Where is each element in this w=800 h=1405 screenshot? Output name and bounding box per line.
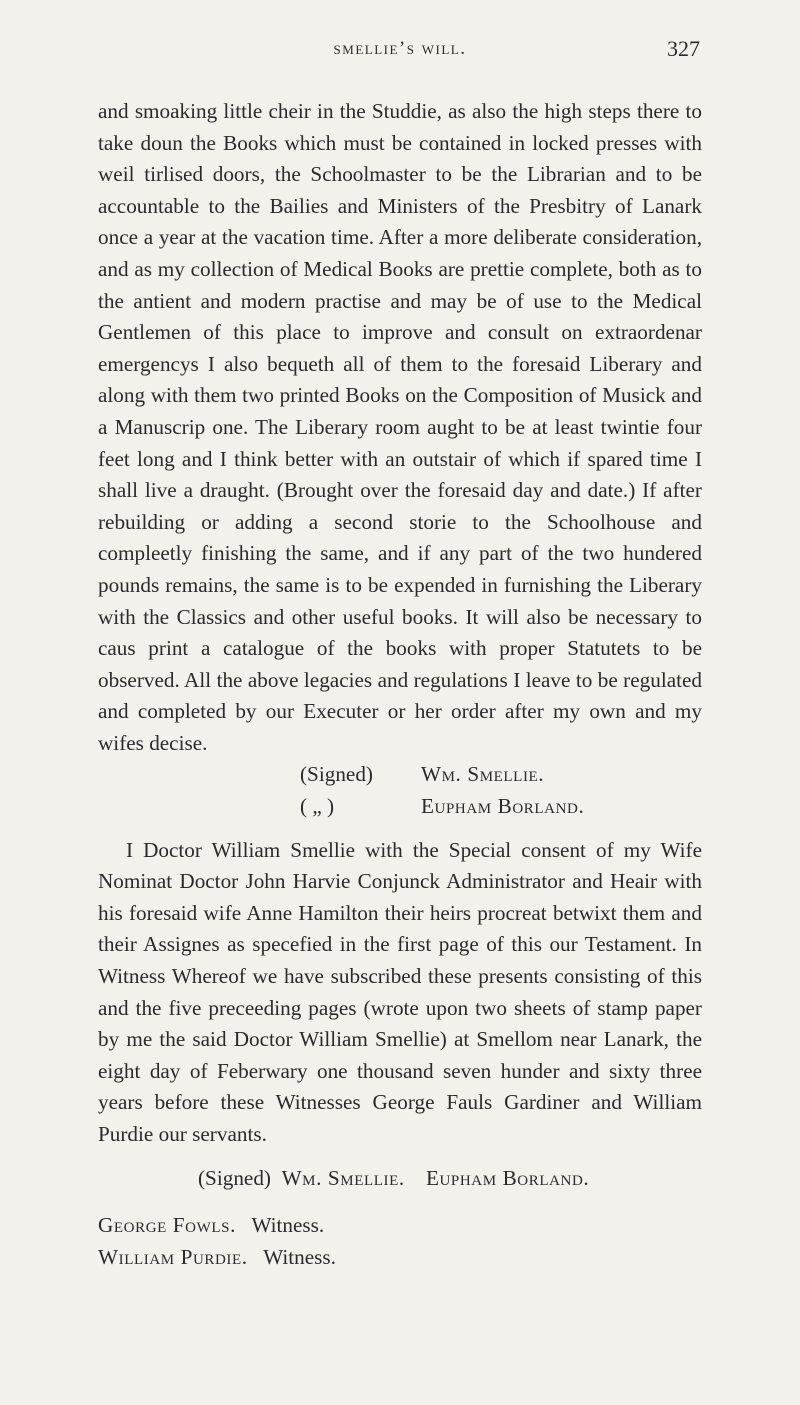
spacer xyxy=(98,1151,702,1163)
signature-line-borland xyxy=(98,791,702,823)
witness-name: George Fowls. xyxy=(98,1213,236,1238)
ditto-label: ( „ ) xyxy=(300,794,335,819)
signatory-name: Eupham Borland. xyxy=(425,1165,590,1190)
signed-label: (Signed) xyxy=(300,762,373,787)
signatory-name: Wm. Smellie. xyxy=(421,762,545,787)
running-title: smellie’s will. xyxy=(333,38,467,59)
paragraph-bequest: and smoaking little cheir in the Studdie, as also the high steps there to take doun the Books which must be contained in locked presses with weil tirlised doors, the Schoolmaster to be the Librarian and to be accountable to the Bailies and Ministers of the Presbitry of Lanark once a year at the vacation time. After a more deliberate consideration, and as my collection of Medical Books are prettie complete, both as to the antient and modern practise and may be of use to the Medical Gentlemen of this place to improve and consult on extraordenar emergencys I also bequeth all of them to the foresaid Liberary and along with them two printed Books on the Composition of Musick and a Manuscrip one. The Liberary room aught to be at least twintie four feet long and I think better with an outstair of which if spared time I shall live a draught. (Brought over the foresaid day and date.) If after rebuilding or adding a second storie to the Schoolhouse and compleetly finishing the same, and if any part of the two hundered pounds remains, the same is to be expended in furnishing the Liberary with the Classics and other useful books. It will also be necessary to caus print a catalogue of the books with proper Statutets to be observed. All the above legacies and regulations I leave to be regulated and completed by our Executer or her order after my own and my wifes decise. xyxy=(98,99,702,755)
signed-label: (Signed) xyxy=(198,1165,271,1190)
signatory-name: Eupham Borland. xyxy=(421,794,585,819)
final-signature-line xyxy=(98,1163,702,1195)
witness-role: Witness. xyxy=(251,1213,325,1238)
witness-role: Witness. xyxy=(263,1244,336,1269)
body-text xyxy=(98,96,702,1273)
paragraph-nomination: I Doctor William Smellie with the Special consent of my Wife Nominat Doctor John Harvie Conjunck Administrator and Heair with his foresaid wife Anne Hamilton their heirs procreat betwixt them and their Assignes as specefied in the first page of this our Testament. In Witness Whereof we have subscribed these presents consisting of this and the five preceeding pages (wrote upon two sheets of stamp paper by me the said Doctor William Smellie) at Smellom near Lanark, the eight day of Feberwary one thousand seven hunder and sixty three years before these Witnesses George Fauls Gardiner and William Purdie our servants. xyxy=(98,837,702,1146)
signatory-name: Wm. Smellie. xyxy=(281,1165,405,1190)
running-head xyxy=(0,38,800,68)
witness-line xyxy=(98,1210,702,1242)
signature-line-smellie xyxy=(98,759,702,791)
witness-line xyxy=(98,1242,702,1274)
spacer xyxy=(98,823,702,835)
witness-name: William Purdie. xyxy=(98,1244,248,1269)
page-number: 327 xyxy=(667,36,700,61)
spacer xyxy=(98,1194,702,1210)
